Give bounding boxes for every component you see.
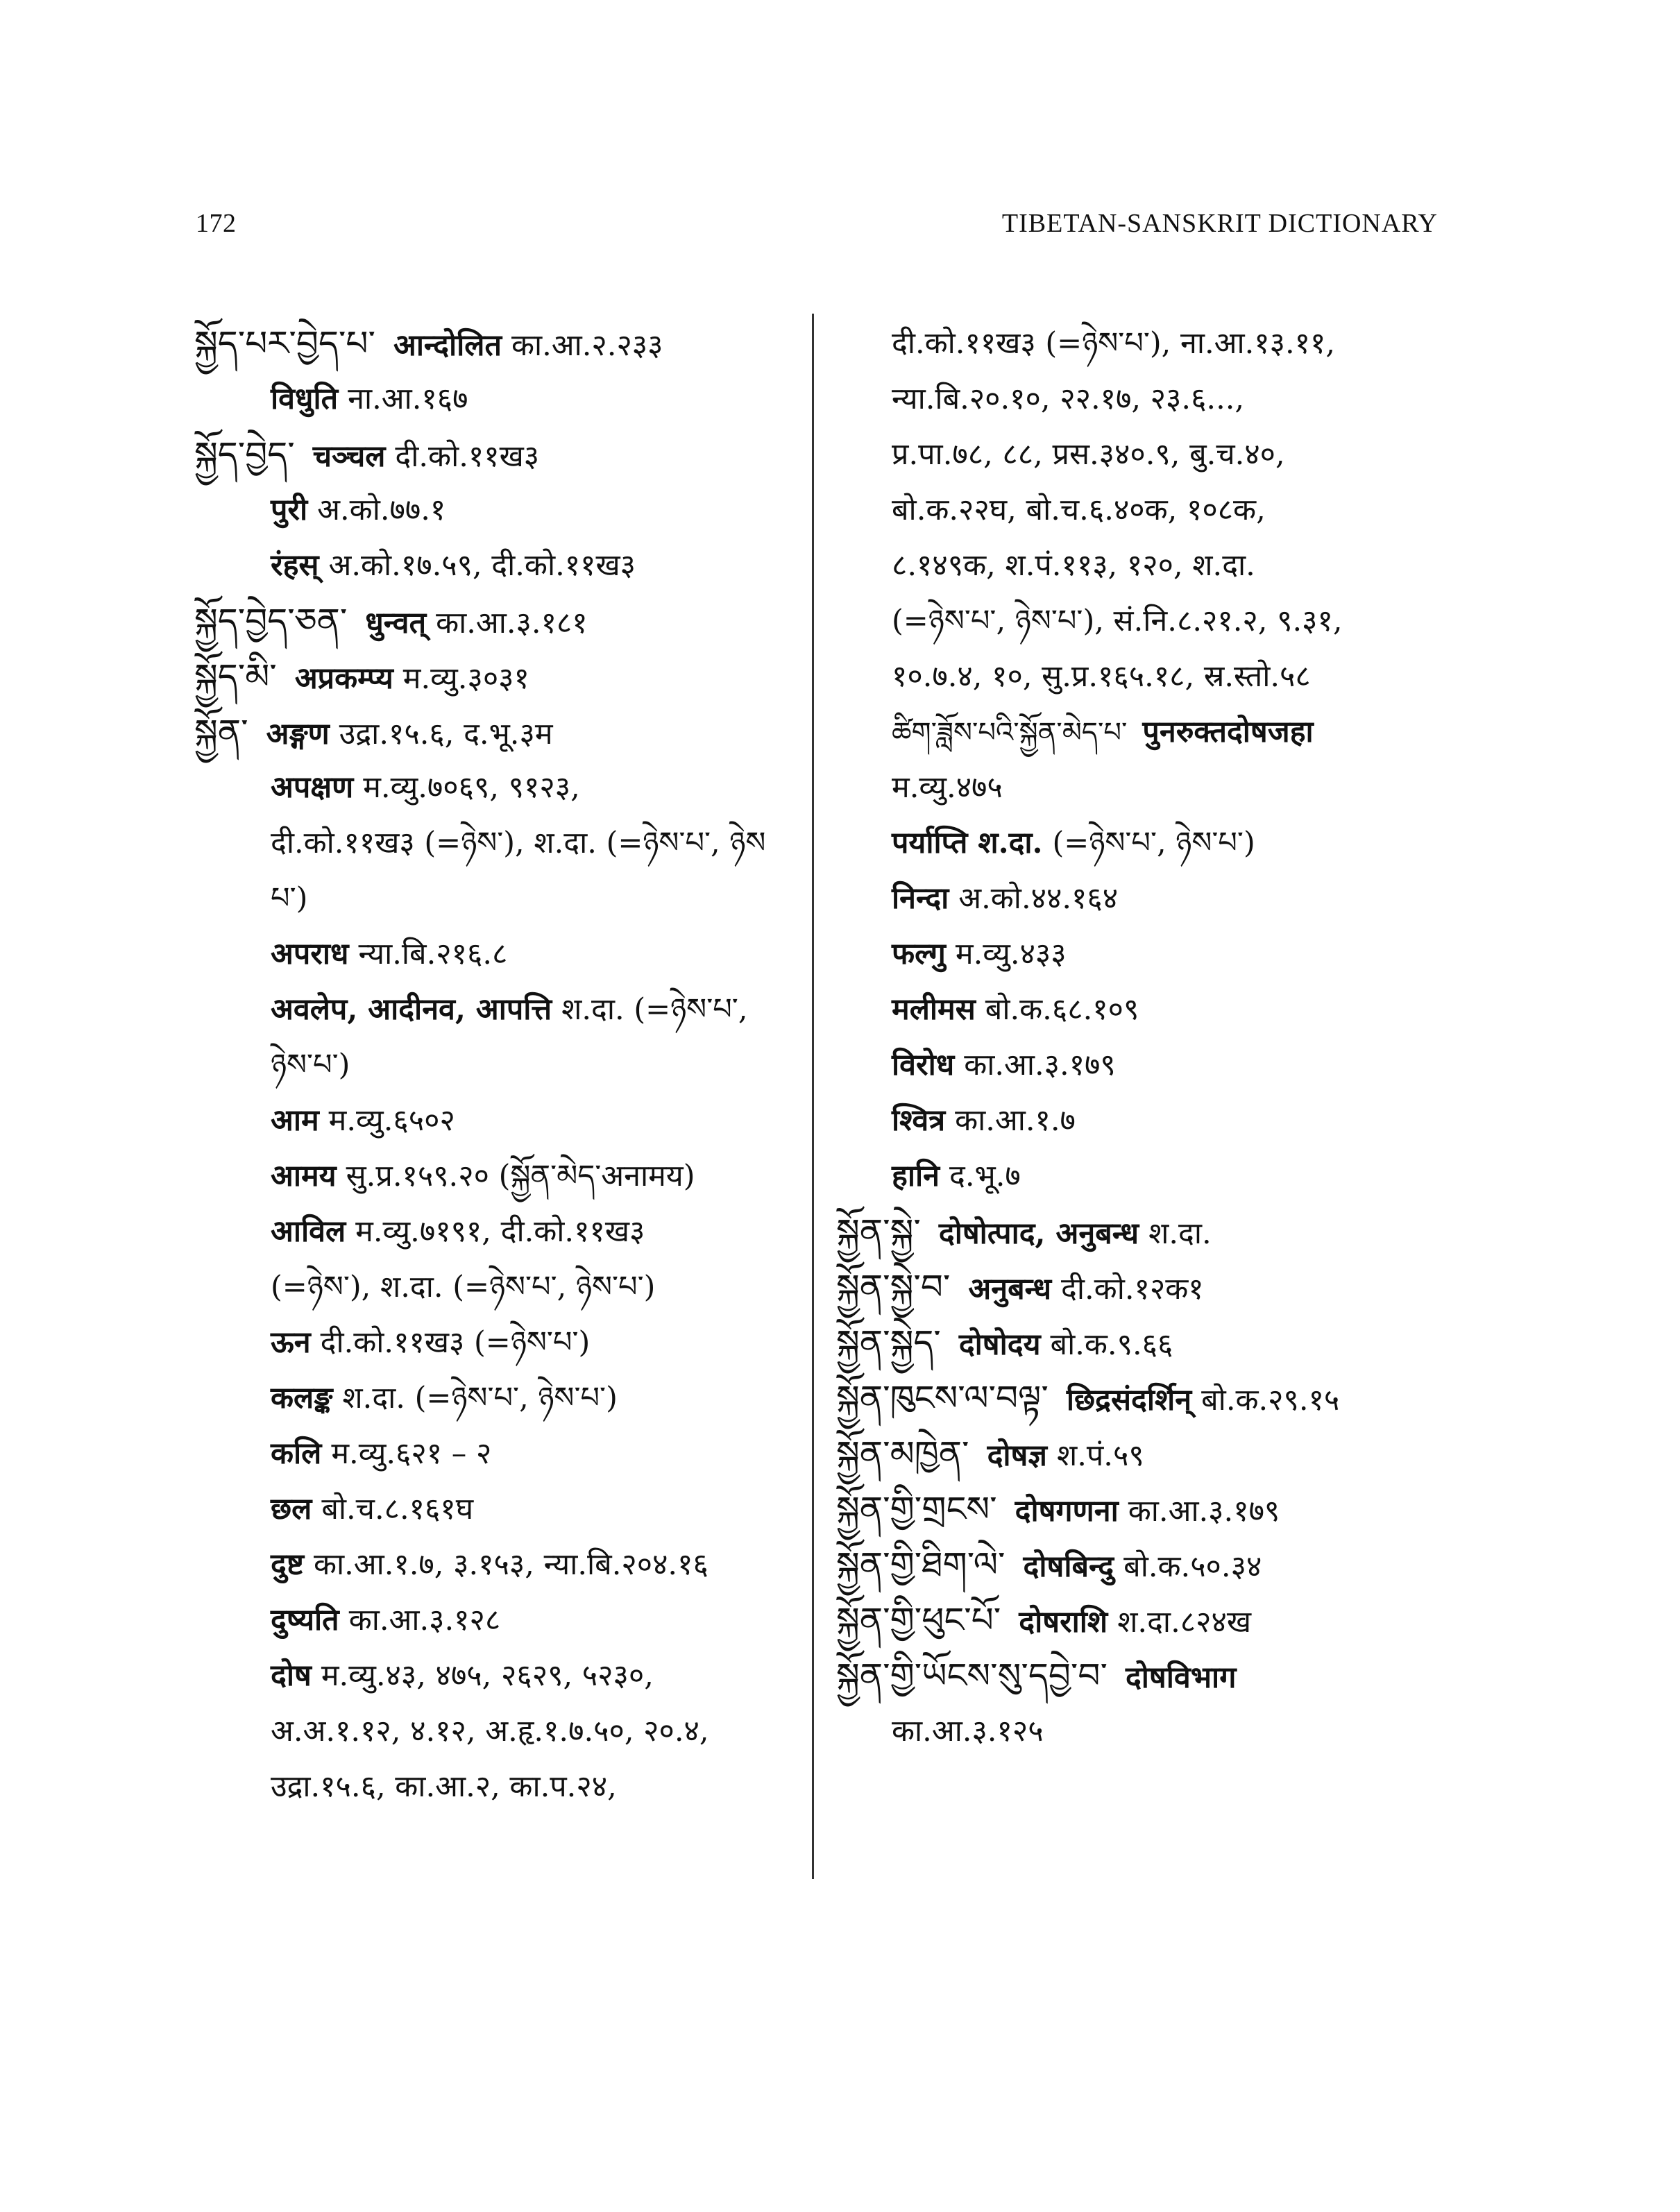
source-reference: म.व्यु.६२१ – २ (331, 1436, 492, 1471)
sanskrit-equivalent: आविल (271, 1214, 346, 1249)
sanskrit-equivalent: विधुति (271, 382, 339, 416)
sanskrit-equivalent: विरोध (892, 1048, 955, 1082)
source-reference: उद्रा.१५.६, का.आ.२, का.प.२४, (271, 1769, 617, 1804)
tibetan-headword: སྐྱོན་གྱི་གྲངས་ (836, 1489, 997, 1529)
entry-line (836, 316, 1447, 371)
entry-line (194, 1592, 812, 1648)
entry-line (836, 704, 1447, 760)
entry-line (194, 1259, 812, 1315)
source-reference: श.पं.५९ (1056, 1438, 1144, 1473)
sanskrit-equivalent: छिद्रसंदर्शिन् (1066, 1383, 1192, 1418)
tibetan-headword: སྐྱོན་སྐྱེ་ (836, 1211, 921, 1252)
entry-line (194, 926, 812, 982)
sanskrit-equivalent: पुनरुक्तदोषजहा (1142, 715, 1314, 749)
sanskrit-equivalent: दोषगणना (1015, 1494, 1119, 1529)
entry-line (194, 1315, 812, 1370)
entry-line (194, 1037, 812, 1093)
sanskrit-equivalent: निन्दा (892, 881, 949, 916)
entry-line (194, 1148, 812, 1204)
source-reference: ཉེས་པ་) (271, 1048, 350, 1082)
sanskrit-equivalent: दोषविभाग (1125, 1660, 1237, 1695)
entry-line (836, 926, 1447, 982)
sanskrit-equivalent: श्वित्र (892, 1103, 946, 1138)
sanskrit-equivalent: ऊन (271, 1325, 311, 1360)
source-reference: अ.को.७७.१ (317, 493, 446, 527)
left-column (194, 316, 812, 1814)
sanskrit-equivalent: आन्दोलित (393, 328, 502, 363)
page-number: 172 (196, 209, 237, 238)
source-reference: ८.१४९क, श.पं.११३, १२०, श.दा. (892, 548, 1255, 583)
sanskrit-equivalent: पर्याप्ति श.दा. (892, 826, 1043, 860)
sanskrit-equivalent: दोषबिन्दु (1023, 1549, 1114, 1584)
tibetan-headword: སྐྱོན་ཁུངས་ལ་བལྟ་ (836, 1378, 1049, 1418)
sanskrit-equivalent: कलङ्क (271, 1381, 333, 1415)
entry-line (836, 1037, 1447, 1093)
tibetan-headword: སྐྱོད་བྱེད་ཅན་ (194, 601, 348, 641)
source-reference: द.भू.७ (949, 1159, 1021, 1193)
sanskrit-equivalent: हानि (892, 1159, 940, 1193)
tibetan-headword: སྐྱོན་སྐྱེད་ (836, 1322, 941, 1363)
entry-line (194, 1703, 812, 1759)
sanskrit-equivalent: दोषोदय (958, 1327, 1041, 1362)
entry-line (836, 815, 1447, 871)
source-reference: म.व्यु.३०३१ (402, 661, 529, 696)
source-reference: न्या.बि.२०.१०, २२.१७, २३.६..., (892, 382, 1245, 416)
source-reference: दी.को.११ख३ (=ཉེས་), श.दा. (=ཉེས་པ་, ཉེས (271, 826, 766, 860)
running-title: TIBETAN-SANSKRIT DICTIONARY (1001, 209, 1438, 238)
entry-line (194, 982, 812, 1037)
source-reference: म.व्यु.४७५ (892, 770, 1003, 805)
source-reference: का.आ.१.७ (955, 1103, 1076, 1138)
entry-line (194, 1204, 812, 1259)
sanskrit-equivalent: दुष्यति (271, 1603, 339, 1637)
entry-line (194, 871, 812, 926)
sanskrit-equivalent: अप्रकम्प्य (294, 661, 393, 696)
source-reference: दी.को.११ख३ (=ཉེས་པ་) (320, 1325, 591, 1360)
column-divider (812, 314, 814, 1879)
source-reference: का.आ.२.२३३ (511, 328, 663, 363)
source-reference: म.व्यु.७१९१, दी.को.११ख३ (355, 1214, 645, 1249)
source-reference: बो.च.८.१६१घ (321, 1492, 474, 1526)
entry-line (194, 371, 812, 427)
sanskrit-equivalent: पुरी (271, 493, 308, 527)
source-reference: अ.अ.१.१२, ४.१२, अ.हृ.१.७.५०, २०.४, (271, 1714, 709, 1749)
source-reference: बो.क.५०.३४ (1123, 1549, 1262, 1584)
headword-line (836, 1592, 1447, 1648)
source-reference: श.दा. (=ཉེས་པ་, ཉེས་པ་) (342, 1381, 618, 1415)
tibetan-headword: སྐྱོད་བྱེད་ (194, 434, 295, 475)
source-reference: का.आ.३.१८१ (436, 606, 588, 640)
source-reference: दी.को.११ख३ (=ཉེས་པ་), ना.आ.१३.११, (892, 326, 1336, 361)
source-reference: अ.को.१७.५९, दी.को.११ख३ (328, 548, 636, 583)
entry-line (836, 1703, 1447, 1759)
source-reference: म.व्यु.६५०२ (328, 1103, 455, 1138)
source-reference: का.आ.३.१२५ (892, 1714, 1044, 1749)
sanskrit-equivalent: अपक्षण (271, 770, 354, 805)
sanskrit-equivalent: आमय (271, 1159, 337, 1193)
source-reference: (=ཉེས་པ་, ཉེས་པ་) (1052, 826, 1255, 860)
entry-line (836, 593, 1447, 649)
headword-line (836, 1426, 1447, 1481)
source-reference: म.व्यु.४३, ४७५, २६२९, ५२३०, (321, 1658, 654, 1693)
sanskrit-equivalent: मलीमस (892, 992, 976, 1027)
headword-line (836, 1259, 1447, 1315)
sanskrit-equivalent: दोषज्ञ (987, 1438, 1047, 1473)
headword-line (836, 1204, 1447, 1259)
source-reference: बो.क.२२घ, बो.च.६.४०क, १०८क, (892, 493, 1266, 527)
source-reference: बो.क.२९.१५ (1201, 1383, 1340, 1418)
entry-line (194, 482, 812, 538)
sanskrit-equivalent: दोषोत्पाद, अनुबन्ध (938, 1216, 1139, 1251)
source-reference: श.दा. (1148, 1216, 1212, 1251)
source-reference: बो.क.६८.१०९ (985, 992, 1139, 1027)
source-reference: का.आ.३.१२८ (348, 1603, 501, 1637)
headword-line (836, 1648, 1447, 1703)
source-reference: उद्रा.१५.६, द.भू.३म (339, 717, 553, 751)
headword-line (836, 1370, 1447, 1426)
source-reference: न्या.बि.२१६.८ (358, 937, 508, 971)
sanskrit-equivalent: आम (271, 1103, 319, 1138)
entry-line (194, 1537, 812, 1592)
entry-line (194, 760, 812, 815)
entry-line (836, 371, 1447, 427)
entry-line (836, 1148, 1447, 1204)
source-reference: པ་) (271, 881, 308, 916)
entry-line (836, 482, 1447, 538)
sanskrit-equivalent: दोष (271, 1658, 312, 1693)
tibetan-headword: སྐྱོན་གྱི་ཐིག་ལེ་ (836, 1545, 1006, 1585)
source-reference: प्र.पा.७८, ८८, प्रस.३४०.९, बु.च.४०, (892, 437, 1285, 472)
entry-line (836, 760, 1447, 815)
tibetan-headword: སྐྱོན་གྱི་ཕུང་པོ་ (836, 1600, 1001, 1640)
headword-line (836, 1315, 1447, 1370)
entry-line (194, 1759, 812, 1814)
source-reference: म.व्यु.७०६९, ९१२३, (363, 770, 580, 805)
source-reference: (=ཉེས་), श.दा. (=ཉེས་པ་, ཉེས་པ་) (271, 1270, 656, 1304)
sanskrit-equivalent: फल्गु (892, 937, 946, 971)
entry-line (194, 1648, 812, 1703)
source-reference: १०.७.४, १०, सु.प्र.१६५.१८, स्र.स्तो.५८ (892, 659, 1311, 694)
tibetan-headword: སྐྱོད་མི་ (194, 656, 277, 697)
source-reference: सु.प्र.१५९.२० (སྐྱོན་མེད་अनामय) (346, 1159, 695, 1193)
sanskrit-equivalent: दोषराशि (1019, 1605, 1108, 1640)
sanskrit-equivalent: चञ्चल (312, 439, 386, 474)
sanskrit-equivalent: छल (271, 1492, 312, 1526)
right-column (836, 316, 1447, 1759)
source-reference: का.आ.१.७, ३.१५३, न्या.बि.२०४.१६ (313, 1547, 709, 1582)
sanskrit-equivalent: धुन्वत् (365, 606, 427, 640)
source-reference: अ.को.४४.१६४ (958, 881, 1119, 916)
sanskrit-equivalent: रंहस् (271, 548, 319, 583)
entry-line (836, 649, 1447, 704)
entry-line (836, 871, 1447, 926)
entry-line (194, 1093, 812, 1148)
headword-line (836, 1481, 1447, 1537)
entry-line (194, 1481, 812, 1537)
headword-line (194, 704, 812, 760)
tibetan-headword: སྐྱོན་མཁྱེན་ (836, 1433, 969, 1474)
source-reference: श.दा.८२४ख (1117, 1605, 1251, 1640)
headword-line (836, 1537, 1447, 1592)
entry-line (194, 1370, 812, 1426)
source-reference: श.दा. (=ཉེས་པ་, (561, 992, 748, 1027)
tibetan-headword: སྐྱོད་པར་བྱེད་པ་ (194, 323, 375, 364)
source-reference: दी.को.११ख३ (395, 439, 540, 474)
sanskrit-equivalent: अङ्गण (266, 717, 330, 751)
entry-line (836, 427, 1447, 482)
entry-line (194, 1426, 812, 1481)
headword-line (194, 427, 812, 482)
entry-line (194, 538, 812, 593)
entry-line (194, 815, 812, 871)
sanskrit-equivalent: कलि (271, 1436, 322, 1471)
headword-line (194, 316, 812, 371)
entry-line (836, 538, 1447, 593)
source-reference: का.आ.३.१७९ (964, 1048, 1116, 1082)
headword-line (194, 593, 812, 649)
sanskrit-equivalent: अपराध (271, 937, 349, 971)
sanskrit-equivalent: अवलेप, आदीनव, आपत्ति (271, 992, 552, 1027)
entry-line (836, 1093, 1447, 1148)
tibetan-phrase: ཚིག་ཟློས་པའི་སྐྱོན་མེད་པ་ (892, 717, 1128, 749)
source-reference: का.आ.३.१७९ (1128, 1494, 1280, 1529)
headword-line (194, 649, 812, 704)
tibetan-headword: སྐྱོན་གྱི་ཡོངས་སུ་དབྱེ་བ་ (836, 1656, 1108, 1696)
source-reference: दी.को.१२क१ (1061, 1272, 1204, 1307)
tibetan-headword: སྐྱོན་ (194, 712, 248, 752)
sanskrit-equivalent: अनुबन्ध (968, 1272, 1052, 1307)
source-reference: बो.क.९.६६ (1050, 1327, 1173, 1362)
tibetan-headword: སྐྱོན་སྐྱེ་བ་ (836, 1267, 951, 1307)
entry-line (836, 982, 1447, 1037)
source-reference: म.व्यु.४३३ (955, 937, 1067, 971)
source-reference: (=ཉེས་པ་, ཉེས་པ་), सं.नि.८.२१.२, ९.३१, (892, 604, 1343, 638)
sanskrit-equivalent: दुष्ट (271, 1547, 304, 1582)
source-reference: ना.आ.१६७ (348, 382, 468, 416)
